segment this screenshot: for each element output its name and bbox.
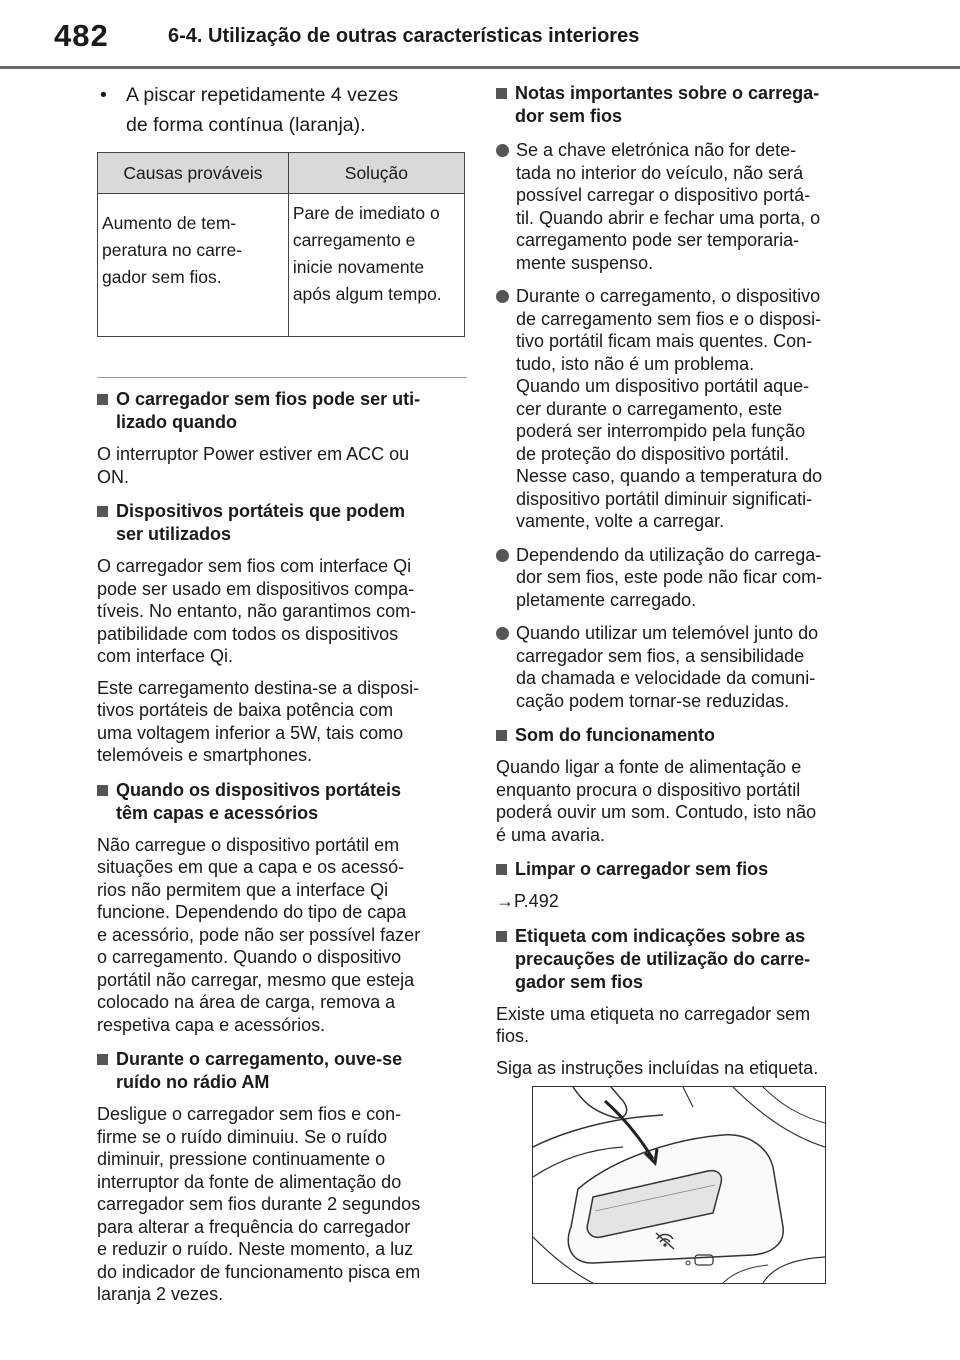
square-bullet-icon <box>97 506 108 517</box>
section-heading-text: Quando os dispositivos portáteis têm capas e acessórios <box>116 779 402 823</box>
paragraph: O carregador sem fios com interface Qi pode ser usado em dispositivos compa- tíveis. No entanto, não garantimos com- patibilidade com todos os dispositivos com interface Qi. <box>97 556 417 666</box>
section-heading-text: O carregador sem fios pode ser uti- lizado quando <box>116 389 421 432</box>
section-heading-text: Notas importantes sobre o carrega- dor sem fios <box>515 83 820 126</box>
section-heading-text: Dispositivos portáteis que podem ser utilizados <box>116 501 406 544</box>
paragraph: O interruptor Power estiver em ACC ou ON. <box>97 444 410 487</box>
table-header-solution: Solução <box>288 153 464 194</box>
header-divider <box>0 66 960 69</box>
paragraph: Quando ligar a fonte de alimentação e enquanto procura o dispositivo portátil poderá ouvir um som. Contudo, isto não é uma avaria. <box>496 757 817 845</box>
list-item <box>496 544 868 612</box>
circle-bullet-icon <box>496 549 509 562</box>
section-heading-text: Durante o carregamento, ouve-se ruído no rádio AM <box>116 1049 403 1092</box>
square-bullet-icon <box>496 730 507 741</box>
note-text: Se a chave eletrónica não for dete- tada no interior do veículo, não será possível carregar o dispositivo portá- til. Quando abrir e fechar uma porta, o carregamento pode ser temporaria- mente suspenso. <box>516 140 821 273</box>
intro-bullet-line1: A piscar repetidamente 4 vezes <box>126 84 399 106</box>
table-cell-solution: Pare de imediato o carregamento e inicie novamente após algum tempo. <box>288 194 464 337</box>
circle-bullet-icon <box>496 144 509 157</box>
section-heading <box>97 388 467 434</box>
list-item <box>496 139 868 274</box>
circle-bullet-icon <box>496 290 509 303</box>
intro-bullet <box>100 80 467 140</box>
list-item <box>496 622 868 712</box>
wireless-charger-illustration <box>532 1086 826 1284</box>
square-bullet-icon <box>97 394 108 405</box>
page-reference-link[interactable]: →P.492 <box>496 891 559 911</box>
circle-bullet-icon <box>496 627 509 640</box>
section-heading <box>97 779 467 825</box>
section-heading <box>496 858 868 881</box>
section-heading <box>97 1048 467 1094</box>
section-heading <box>496 724 868 747</box>
note-text: Quando utilizar um telemóvel junto do carregador sem fios, a sensibilidade da chamada e velocidade da comuni- cação podem tornar-se reduzidas. <box>516 623 819 711</box>
list-item <box>496 285 868 533</box>
charger-drawing <box>533 1087 825 1283</box>
causes-table <box>97 152 465 337</box>
square-bullet-icon <box>97 1054 108 1065</box>
table-header-row <box>98 153 465 194</box>
square-bullet-icon <box>496 88 507 99</box>
table-cell-cause: Aumento de tem- peratura no carre- gador sem fios. <box>98 194 289 337</box>
dot-bullet-icon: • <box>100 84 107 106</box>
paragraph: Siga as instruções incluídas na etiqueta. <box>496 1057 819 1078</box>
square-bullet-icon <box>97 785 108 796</box>
page-header <box>0 0 960 72</box>
note-text: Dependendo da utilização do carrega- dor sem fios, este pode não ficar com- pletamente carregado. <box>516 544 823 610</box>
square-bullet-icon <box>496 931 507 942</box>
square-bullet-icon <box>496 864 507 875</box>
intro-bullet-line2: de forma contínua (laranja). <box>126 114 366 136</box>
paragraph: Não carregue o dispositivo portátil em situações em que a capa e os acessó- rios não permitem que a interface Qi funcione. Dependendo do tipo de capa e acessório, pode não ser possível fazer o carregamento. Quando o dispositivo portátil não carregar, mesmo que esteja colocado na área de carga, remova a respetiva capa e acessórios. <box>97 834 421 1035</box>
section-heading <box>496 82 868 128</box>
section-heading <box>97 500 467 546</box>
section-heading-text: Etiqueta com indicações sobre as precauções de utilização do carre- gador sem fios <box>515 925 811 992</box>
section-heading <box>496 925 868 994</box>
page-number: 482 <box>54 18 109 53</box>
section-title: 6-4. Utilização de outras características interiores <box>168 25 640 47</box>
left-column <box>97 80 467 1306</box>
paragraph: Existe uma etiqueta no carregador sem fios. <box>496 1003 811 1046</box>
paragraph: Desligue o carregador sem fios e con- firme se o ruído diminuiu. Se o ruído diminuir, pressione continuamente o interruptor da fonte de alimentação do carregador sem fios durante 2 segundos para alterar a frequência do carregador e reduzir o ruído. Neste momento, a luz do indicador de funcionamento pisca em laranja 2 vezes. <box>97 1104 421 1304</box>
section-heading-text: Som do funcionamento <box>515 725 715 745</box>
paragraph: Este carregamento destina-se a disposi- tivos portáteis de baixa potência com uma voltagem inferior a 5W, tais como telemóveis e smartphones. <box>97 677 420 765</box>
right-column <box>496 80 868 1079</box>
section-divider <box>97 377 467 378</box>
table-row <box>98 194 465 337</box>
note-text: Durante o carregamento, o dispositivo de carregamento sem fios e o disposi- tivo portátil ficam mais quentes. Con- tudo, isto não é um problema. Quando um dispositivo portátil aque- cer durante o carregamento, este poderá ser interrompido pela função de proteção do dispositivo portátil. Nesse caso, quando a temperatura do dispositivo portátil diminuir significati- vamente, volte a carregar. <box>516 286 823 531</box>
table-header-causes: Causas prováveis <box>98 153 289 194</box>
section-heading-text: Limpar o carregador sem fios <box>515 859 769 879</box>
